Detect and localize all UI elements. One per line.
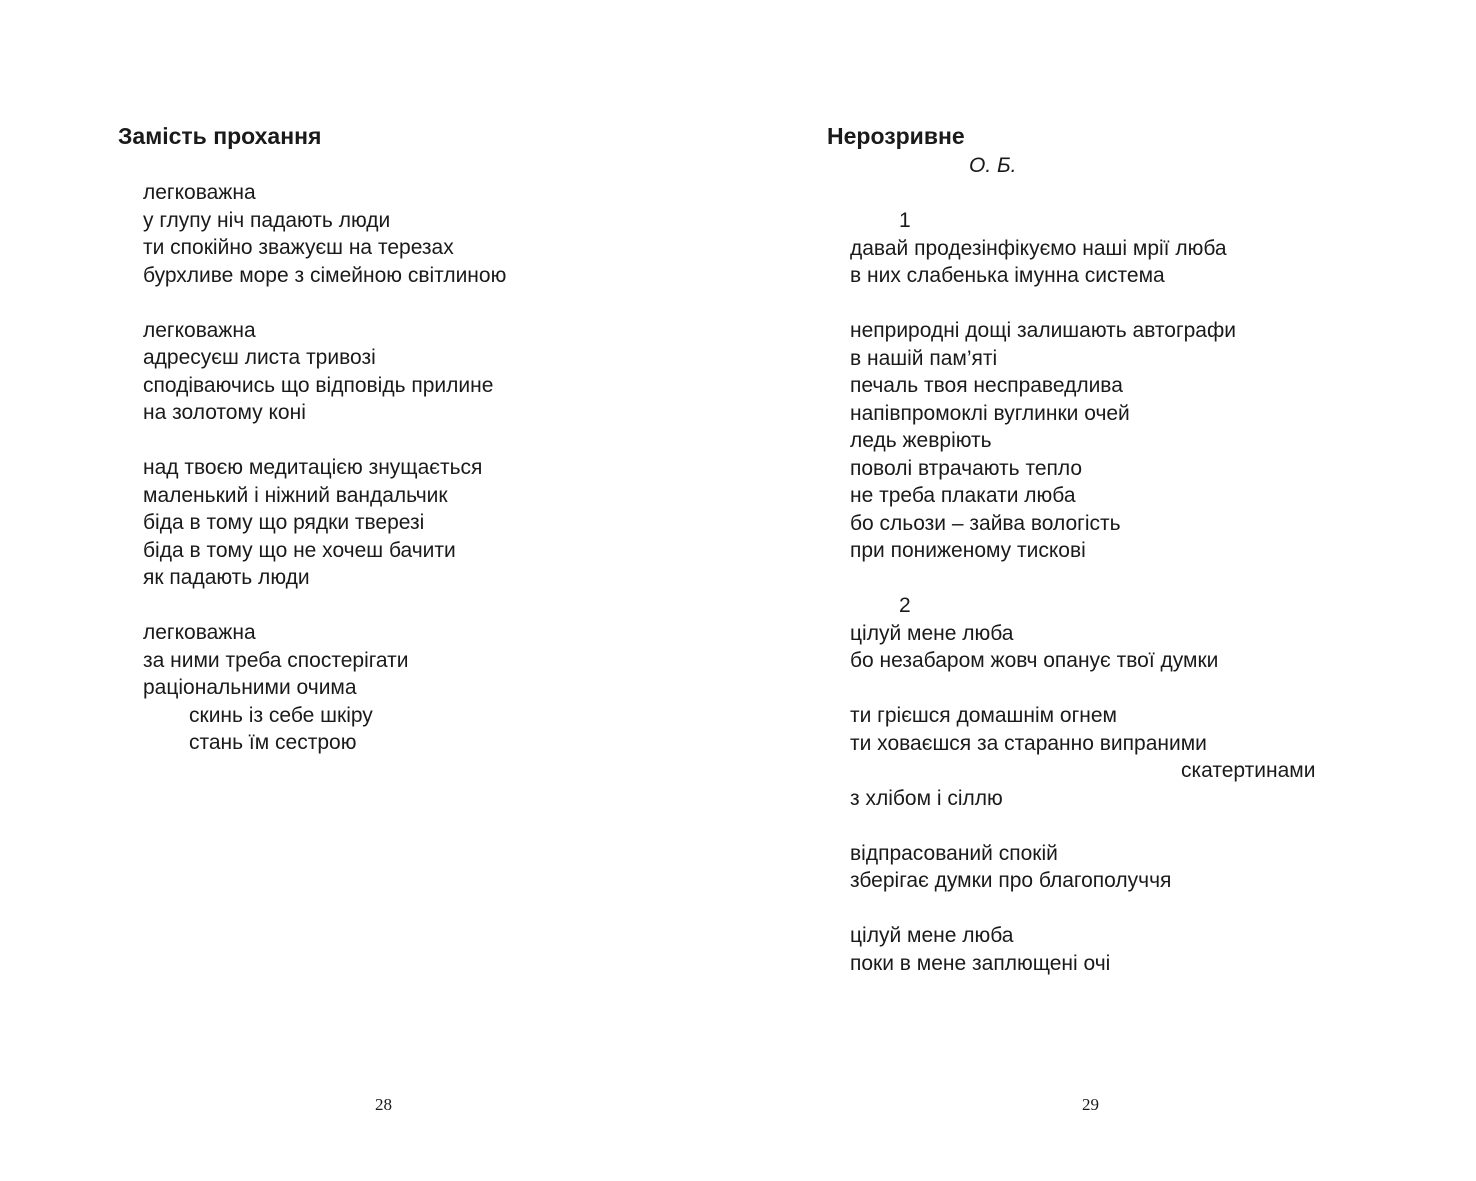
poem-line: біда в тому що рядки тверезі — [143, 511, 425, 534]
stanza-break — [850, 675, 1315, 703]
poem-line: неприродні дощі залишають автографи — [850, 319, 1236, 342]
page-number: 29 — [1082, 1095, 1099, 1114]
poem-line: як падають люди — [143, 566, 310, 589]
poem-line: печаль твоя несправедлива — [850, 374, 1123, 397]
poem-line: бо сльози – зайва вологість — [850, 511, 1121, 535]
poem-line-runover: скатертинами — [1181, 759, 1316, 782]
poem-line: поки в мене заплющені очі — [850, 951, 1111, 975]
poem-line: поволі втрачають тепло — [850, 456, 1083, 480]
right-page — [738, 0, 1476, 1181]
poem-line: не треба плакати люба — [850, 484, 1076, 507]
page-number: 28 — [375, 1095, 392, 1114]
poem-line: з хлібом і сіллю — [850, 786, 1003, 810]
poem-line: біда в тому що не хочеш бачити — [143, 538, 456, 562]
poem-body — [143, 179, 506, 757]
poem-line: адресуєш листа тривозі — [143, 346, 376, 369]
poem-line: на золотому коні — [143, 401, 306, 424]
stanza-break — [143, 289, 506, 317]
poem-title: Замість прохання — [118, 123, 322, 149]
stanza-break — [850, 290, 1315, 318]
poem-line: ти грієшся домашнім огнем — [850, 704, 1117, 727]
poem-body — [850, 207, 1315, 977]
poem-line: при пониженому тискові — [850, 539, 1086, 562]
poem-line: легковажна — [143, 181, 256, 204]
poem-line: скинь із себе шкіру — [189, 703, 373, 727]
poem-line: зберігає думки про благополуччя — [850, 869, 1172, 892]
poem-line: легковажна — [143, 621, 256, 644]
poem-line: маленький і ніжний вандальчик — [143, 483, 448, 507]
dedication: О. Б. — [969, 154, 1017, 177]
poem-line: ти ховаєшся за старанно випраними — [850, 731, 1207, 755]
poem-line: ти спокійно зважуєш на терезах — [143, 236, 454, 259]
stanza-break — [143, 592, 506, 620]
poem-line: бурхливе море з сімейною світлиною — [143, 263, 507, 287]
poem-line: напівпромоклі вуглинки очей — [850, 401, 1130, 425]
stanza-break — [850, 565, 1315, 593]
poem-line: бо незабаром жовч опанує твої думки — [850, 649, 1219, 672]
poem-line: легковажна — [143, 318, 256, 342]
section-number: 1 — [899, 209, 911, 232]
poem-line: раціональними очима — [143, 676, 357, 699]
poem-line: відпрасований спокій — [850, 841, 1058, 865]
stanza-break — [143, 427, 506, 455]
poem-line: цілуй мене люба — [850, 924, 1014, 947]
poem-line: в нашій пам’яті — [850, 346, 998, 370]
poem-line: сподіваючись що відповідь прилине — [143, 373, 494, 397]
section-number: 2 — [899, 594, 911, 617]
poem-line: ледь жевріють — [850, 429, 992, 452]
poem-line: давай продезінфікуємо наші мрії люба — [850, 236, 1227, 260]
poem-line: у глупу ніч падають люди — [143, 208, 391, 232]
poem-line: стань їм сестрою — [189, 731, 357, 754]
poem-line: над твоєю медитацією знущається — [143, 456, 483, 479]
poem-line: за ними треба спостерігати — [143, 648, 409, 672]
stanza-break — [850, 895, 1315, 923]
poem-title: Нерозривне — [827, 123, 965, 149]
poem-line: цілуй мене люба — [850, 621, 1014, 645]
poem-line: в них слабенька імунна система — [850, 264, 1165, 287]
stanza-break — [850, 812, 1315, 840]
